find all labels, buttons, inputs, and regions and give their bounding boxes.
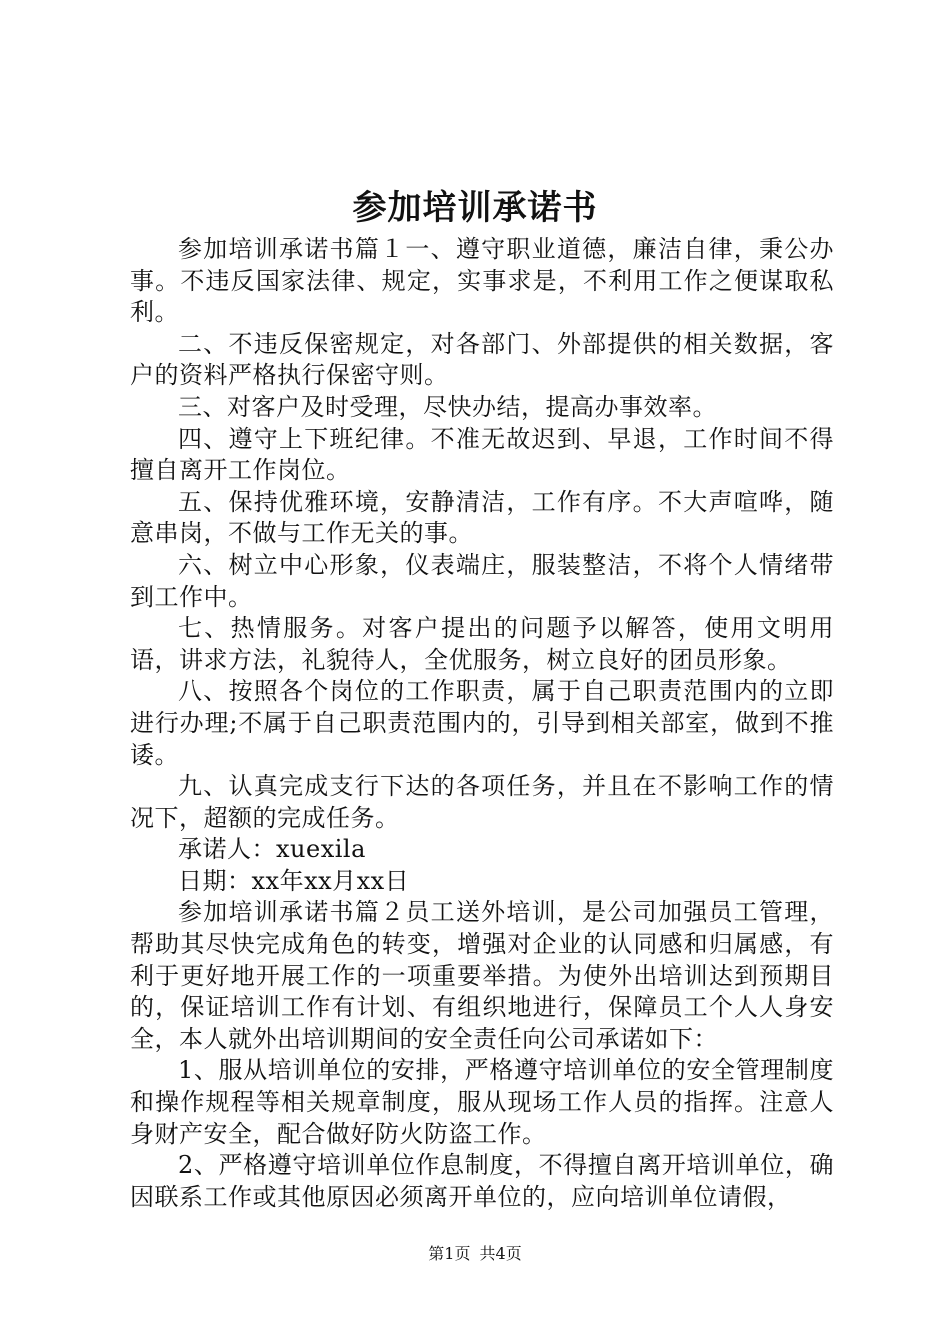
page-number: 第1页 <box>428 1244 471 1263</box>
paragraph: 参加培训承诺书篇１一、遵守职业道德，廉洁自律，秉公办事。不违反国家法律、规定，实事求是，不利用工作之便谋取私利。 <box>130 235 834 327</box>
paragraph: 六、树立中心形象，仪表端庄，服装整洁，不将个人情绪带到工作中。 <box>130 550 834 611</box>
page-total: 共4页 <box>479 1244 522 1263</box>
paragraph: 九、认真完成支行下达的各项任务，并且在不影响工作的情况下，超额的完成任务。 <box>130 772 834 832</box>
paragraph: 四、遵守上下班纪律。不准无故迟到、早退，工作时间不得擅自离开工作岗位。 <box>130 424 834 485</box>
document-body <box>130 234 834 1213</box>
paragraph: 1、服从培训单位的安排，严格遵守培训单位的安全管理制度和操作规程等相关规章制度，服从现场工作人员的指挥。注意人身财产安全，配合做好防火防盗工作。 <box>130 1056 834 1148</box>
page-footer <box>0 1244 950 1264</box>
paragraph: 八、按照各个岗位的工作职责，属于自己职责范围内的立即进行办理;不属于自己职责范围内的，引导到相关部室，做到不推诿。 <box>130 677 834 769</box>
date-line: 日期：xx年xx月xx日 <box>178 866 410 895</box>
paragraph: 五、保持优雅环境，安静清洁，工作有序。不大声喧哗，随意串岗，不做与工作无关的事。 <box>130 487 834 548</box>
paragraph: 三、对客户及时受理，尽快办结，提高办事效率。 <box>178 392 717 421</box>
signatory-line: 承诺人：xuexila <box>178 835 366 864</box>
paragraph: 七、热情服务。对客户提出的问题予以解答，使用文明用语，讲求方法，礼貌待人，全优服务，树立良好的团员形象。 <box>130 614 834 674</box>
paragraph: 2、严格遵守培训单位作息制度，不得擅自离开培训单位，确因联系工作或其他原因必须离开单位的，应向培训单位请假， <box>130 1151 834 1211</box>
paragraph: 参加培训承诺书篇２员工送外培训，是公司加强员工管理，帮助其尽快完成角色的转变，增强对企业的认同感和归属感，有利于更好地开展工作的一项重要举措。为使外出培训达到预期目的，保证培训工作有计划、有组织地进行，保障员工个人人身安全，本人就外出培训期间的安全责任向公司承诺如下： <box>130 898 834 1053</box>
paragraph: 二、不违反保密规定，对各部门、外部提供的相关数据，客户的资料严格执行保密守则。 <box>130 329 834 390</box>
document-title: 参加培训承诺书 <box>352 188 598 228</box>
